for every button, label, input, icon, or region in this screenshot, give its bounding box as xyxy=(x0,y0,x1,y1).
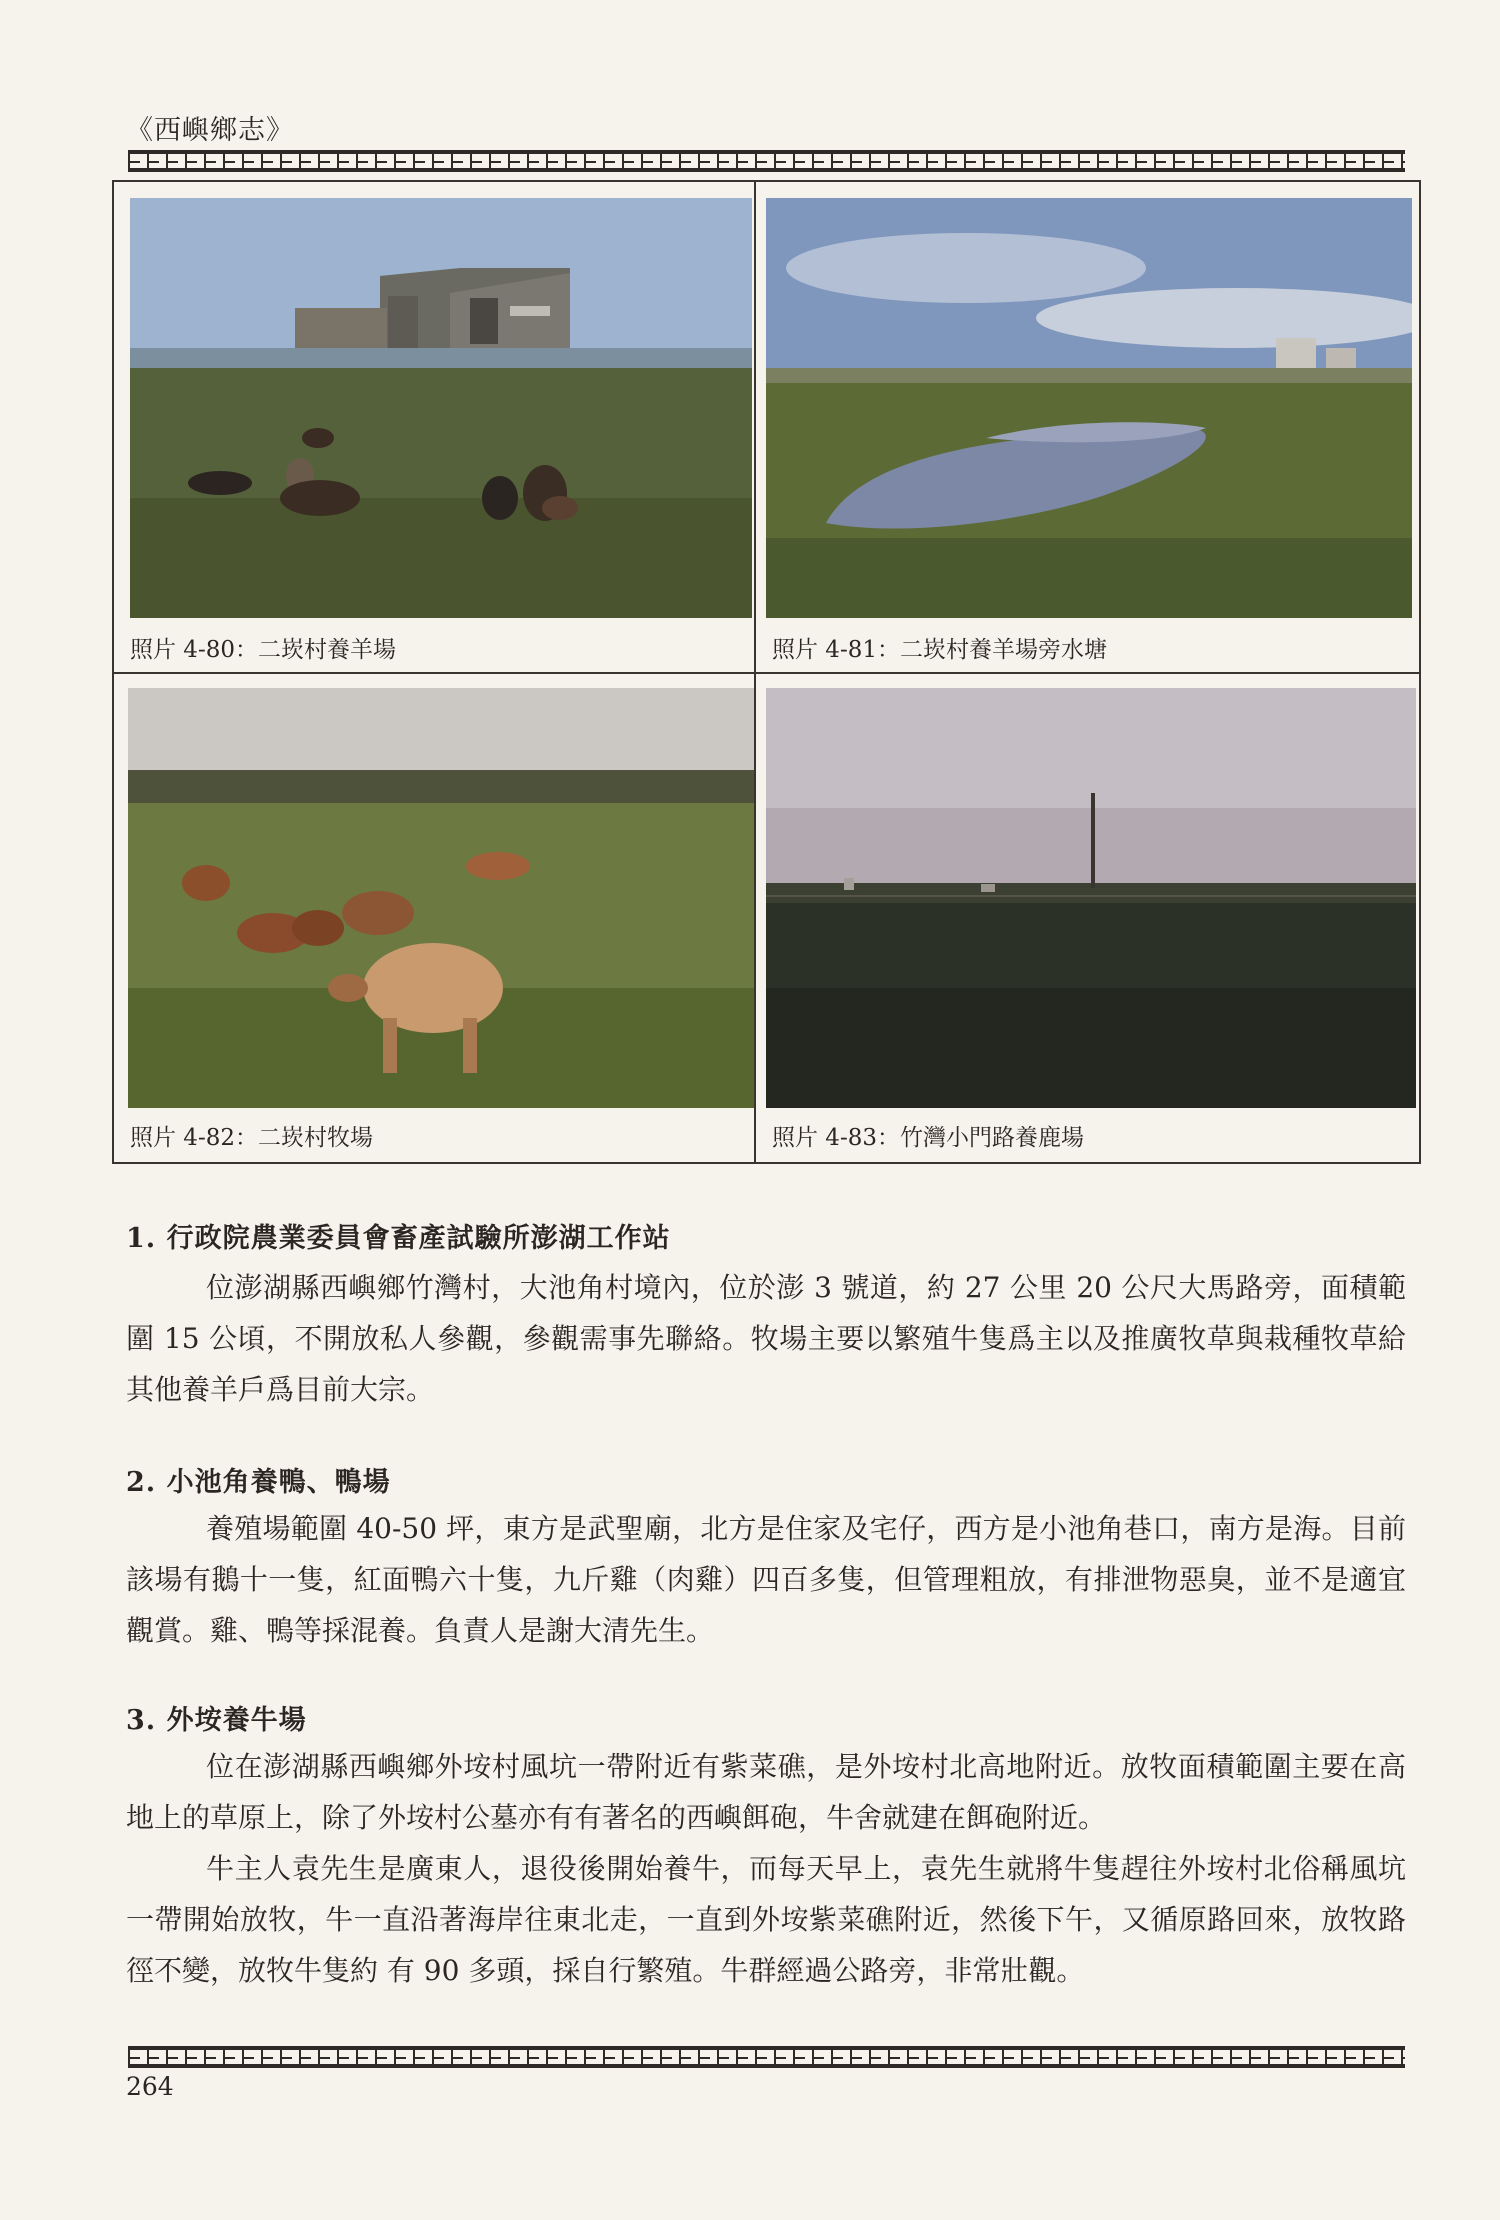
photo-cell-4-82 xyxy=(114,674,756,1162)
photo-pond xyxy=(766,198,1412,618)
photo-deer-farm xyxy=(766,688,1416,1108)
section-heading: 2. 小池角養鴨、鴨場 xyxy=(126,1467,391,1498)
photo-cell-4-80 xyxy=(114,182,756,674)
photo-caption: 照片 4-83：竹灣小門路養鹿場 xyxy=(772,1125,1084,1151)
section-paragraph: 位澎湖縣西嶼鄉竹灣村，大池角村境內，位於澎 3 號道，約 27 公里 20 公尺大馬路旁，面積範圍 15 公頃，不開放私人參觀，參觀需事先聯絡。牧場主要以繁殖牛隻爲主以及推廣牧草與栽種牧草給其他養羊戶爲目前大宗。 xyxy=(126,1271,1406,1406)
bottom-border-ornament xyxy=(128,2046,1405,2068)
section-paragraph: 牛主人袁先生是廣東人，退役後開始養牛，而每天早上，袁先生就將牛隻趕往外垵村北俗稱風坑一帶開始放牧，牛一直沿著海岸往東北走，一直到外垵紫菜礁附近，然後下午，又循原路回來，放牧路徑不變，放牧牛隻約 有 90 多頭，採自行繁殖。牛群經過公路旁，非常壯觀。 xyxy=(126,1852,1406,1987)
running-title: 《西嶼鄉志》 xyxy=(126,115,294,146)
section-paragraph: 養殖場範圍 40-50 坪，東方是武聖廟，北方是住家及宅仔，西方是小池角巷口，南方是海。目前該場有鵝十一隻，紅面鴨六十隻，九斤雞（肉雞）四百多隻，但管理粗放，有排泄物惡臭，並不是適宜觀賞。雞、鴨等採混養。負責人是謝大清先生。 xyxy=(126,1512,1406,1647)
photo-cell-4-83 xyxy=(756,674,1421,1162)
photo-caption: 照片 4-80：二崁村養羊場 xyxy=(130,637,396,663)
photo-caption: 照片 4-81：二崁村養羊場旁水塘 xyxy=(772,637,1107,663)
page-number: 264 xyxy=(126,2072,174,2101)
section-heading: 1. 行政院農業委員會畜產試驗所澎湖工作站 xyxy=(126,1223,671,1254)
photo-goat-farm xyxy=(130,198,752,618)
photo-cattle-pasture xyxy=(128,688,754,1108)
photo-caption: 照片 4-82：二崁村牧場 xyxy=(130,1125,373,1151)
section-paragraph: 位在澎湖縣西嶼鄉外垵村風坑一帶附近有紫菜礁，是外垵村北高地附近。放牧面積範圍主要在高地上的草原上，除了外垵村公墓亦有有著名的西嶼餌砲，牛舍就建在餌砲附近。 xyxy=(126,1750,1406,1834)
top-border-ornament xyxy=(128,150,1405,172)
photo-grid xyxy=(112,180,1421,1164)
section-heading: 3. 外垵養牛場 xyxy=(126,1705,307,1736)
photo-cell-4-81 xyxy=(756,182,1421,674)
